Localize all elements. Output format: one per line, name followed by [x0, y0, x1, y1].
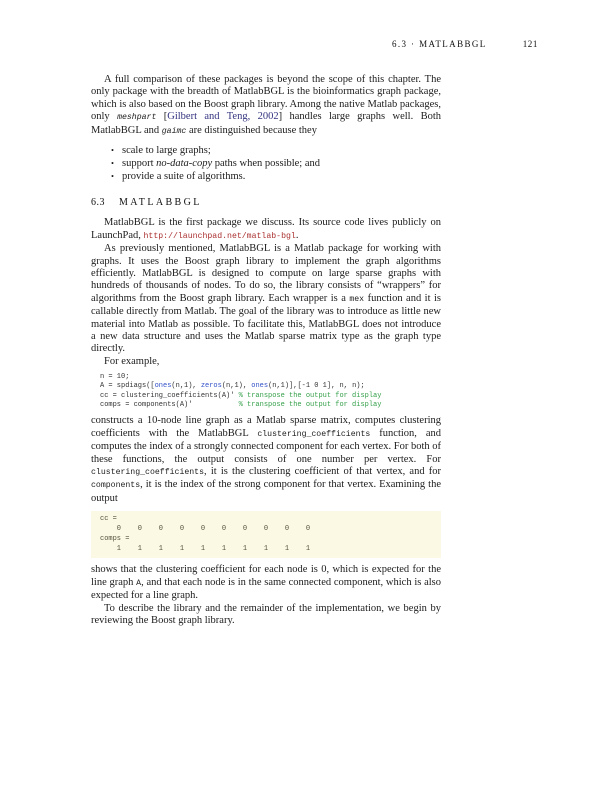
code-keyword: ones: [154, 382, 172, 391]
text-run: function and it is callable directly from Matlab. The goal of the library was to introduce as little new material into Matlab as possible. To facilitate this, MatlabBGL does not introduce a new data structure and uses the Matlab sparse matrix type as the graph type directly.: [91, 292, 441, 355]
output-block: [91, 511, 441, 558]
code-line: [100, 382, 441, 391]
text-run: A full comparison of these packages is beyond the scope of this chapter. The only package with the breadth of MatlabBGL is the bioinformatics graph package, which is also based on the Boost graph library. Among the native Matlab packages, only: [91, 74, 441, 123]
text-run: cc = clustering_coefficients(A)': [100, 391, 239, 400]
text-run: [: [156, 111, 168, 123]
bullet-list: [91, 144, 441, 183]
text-run: (n,1)],[-1 0 1], n, n);: [268, 382, 365, 391]
paragraph: [91, 564, 441, 602]
code-line: [100, 392, 441, 401]
code-comment: % transpose the output for display: [238, 391, 382, 400]
text-run: n = 10;: [100, 373, 130, 382]
text-run: scale to large graphs;: [122, 145, 211, 157]
text-run: are distinguished because they: [186, 124, 317, 136]
page-header: [392, 39, 538, 49]
running-head-section: 6.3 · MATLABBGL: [391, 39, 487, 49]
output-line: 1 1 1 1 1 1 1 1 1 1: [100, 544, 311, 553]
text-run: clustering_coefficients: [257, 429, 371, 439]
code-keyword: zeros: [200, 382, 222, 391]
code-block: [100, 373, 441, 410]
text-run: A = spdiags([: [100, 382, 155, 391]
text-run: clustering_coefficients: [91, 468, 205, 477]
text-run: As previously mentioned, MatlabBGL is a Matlab package for working with graphs. It uses the Boost graph library to implement the graph algorithms efficiently. MatlabBGL is designed to compute on large sparse graphs with hundreds of thousands of nodes. To do so, the library consists of “wrappers” for algorithms from the Boost graph library. Each wrapper is a: [91, 243, 441, 304]
text-run: gaimc: [161, 126, 187, 136]
paragraph: [91, 356, 441, 368]
code-comment: % transpose the output for display: [238, 401, 382, 410]
output-line: comps =: [100, 534, 130, 543]
text-run: .: [295, 229, 299, 241]
text-run: A: [136, 578, 142, 588]
paragraph: [91, 217, 441, 243]
text-run: components: [91, 481, 141, 491]
text-column: [91, 74, 441, 627]
output-line: 0 0 0 0 0 0 0 0 0 0: [100, 525, 311, 534]
text-run: no-data-copy: [156, 158, 213, 170]
text-run: , it is the clustering coefficient of that vertex, and for: [204, 466, 441, 477]
text-run: function, and computes the index of a strongly connected component for each vertex. For both of these functions, the output consists of one number per vertex. For: [91, 427, 441, 465]
bullet-item: [122, 157, 441, 170]
text-run: To describe the library and the remainder of the implementation, we begin by reviewing the Boost graph library.: [91, 602, 441, 627]
code-line: [100, 373, 441, 382]
code-keyword: ones: [251, 382, 269, 391]
text-run: ] handles large graphs well. Both MatlabBGL and: [91, 111, 442, 136]
section-number: 6.3: [91, 197, 105, 209]
text-run: , and that each node is in the same connected component, which is also expected for a line graph.: [91, 576, 441, 602]
section-title: MATLABBGL: [119, 197, 202, 209]
text-run: , it is the index of the strong component for that vertex. Examining the output: [91, 479, 441, 504]
paragraph: [91, 74, 441, 138]
text-run: For example,: [104, 355, 160, 367]
page-number: 121: [522, 39, 538, 49]
text-run: (n,1),: [171, 382, 201, 391]
text-run: mex: [349, 294, 365, 304]
text-run: MatlabBGL is the first package we discuss. Its source code lives publicly on LaunchPad,: [91, 217, 441, 241]
bullet-item: [122, 144, 441, 157]
bullet-item: [122, 170, 441, 183]
paragraph: [91, 603, 441, 628]
text-run: comps = components(A)': [100, 401, 239, 410]
paragraph: [91, 415, 441, 505]
section-heading: [91, 197, 441, 208]
paragraph: [91, 243, 441, 356]
code-line: [100, 401, 441, 410]
url-link[interactable]: http://launchpad.net/matlab-bgl: [143, 231, 296, 241]
text-run: provide a suite of algorithms.: [122, 171, 246, 183]
text-run: meshpart: [117, 113, 157, 123]
text-run: paths when possible; and: [212, 158, 321, 170]
text-run: support: [122, 158, 157, 170]
text-run: constructs a 10-node line graph as a Matlab sparse matrix, computes clustering coefficients with the MatlabBGL: [91, 415, 441, 439]
citation-link[interactable]: Gilbert and Teng, 2002: [167, 111, 279, 123]
text-run: (n,1),: [221, 382, 252, 391]
text-run: shows that the clustering coefficient for each node is 0, which is expected for the line graph: [91, 564, 441, 588]
output-line: cc =: [100, 515, 117, 524]
